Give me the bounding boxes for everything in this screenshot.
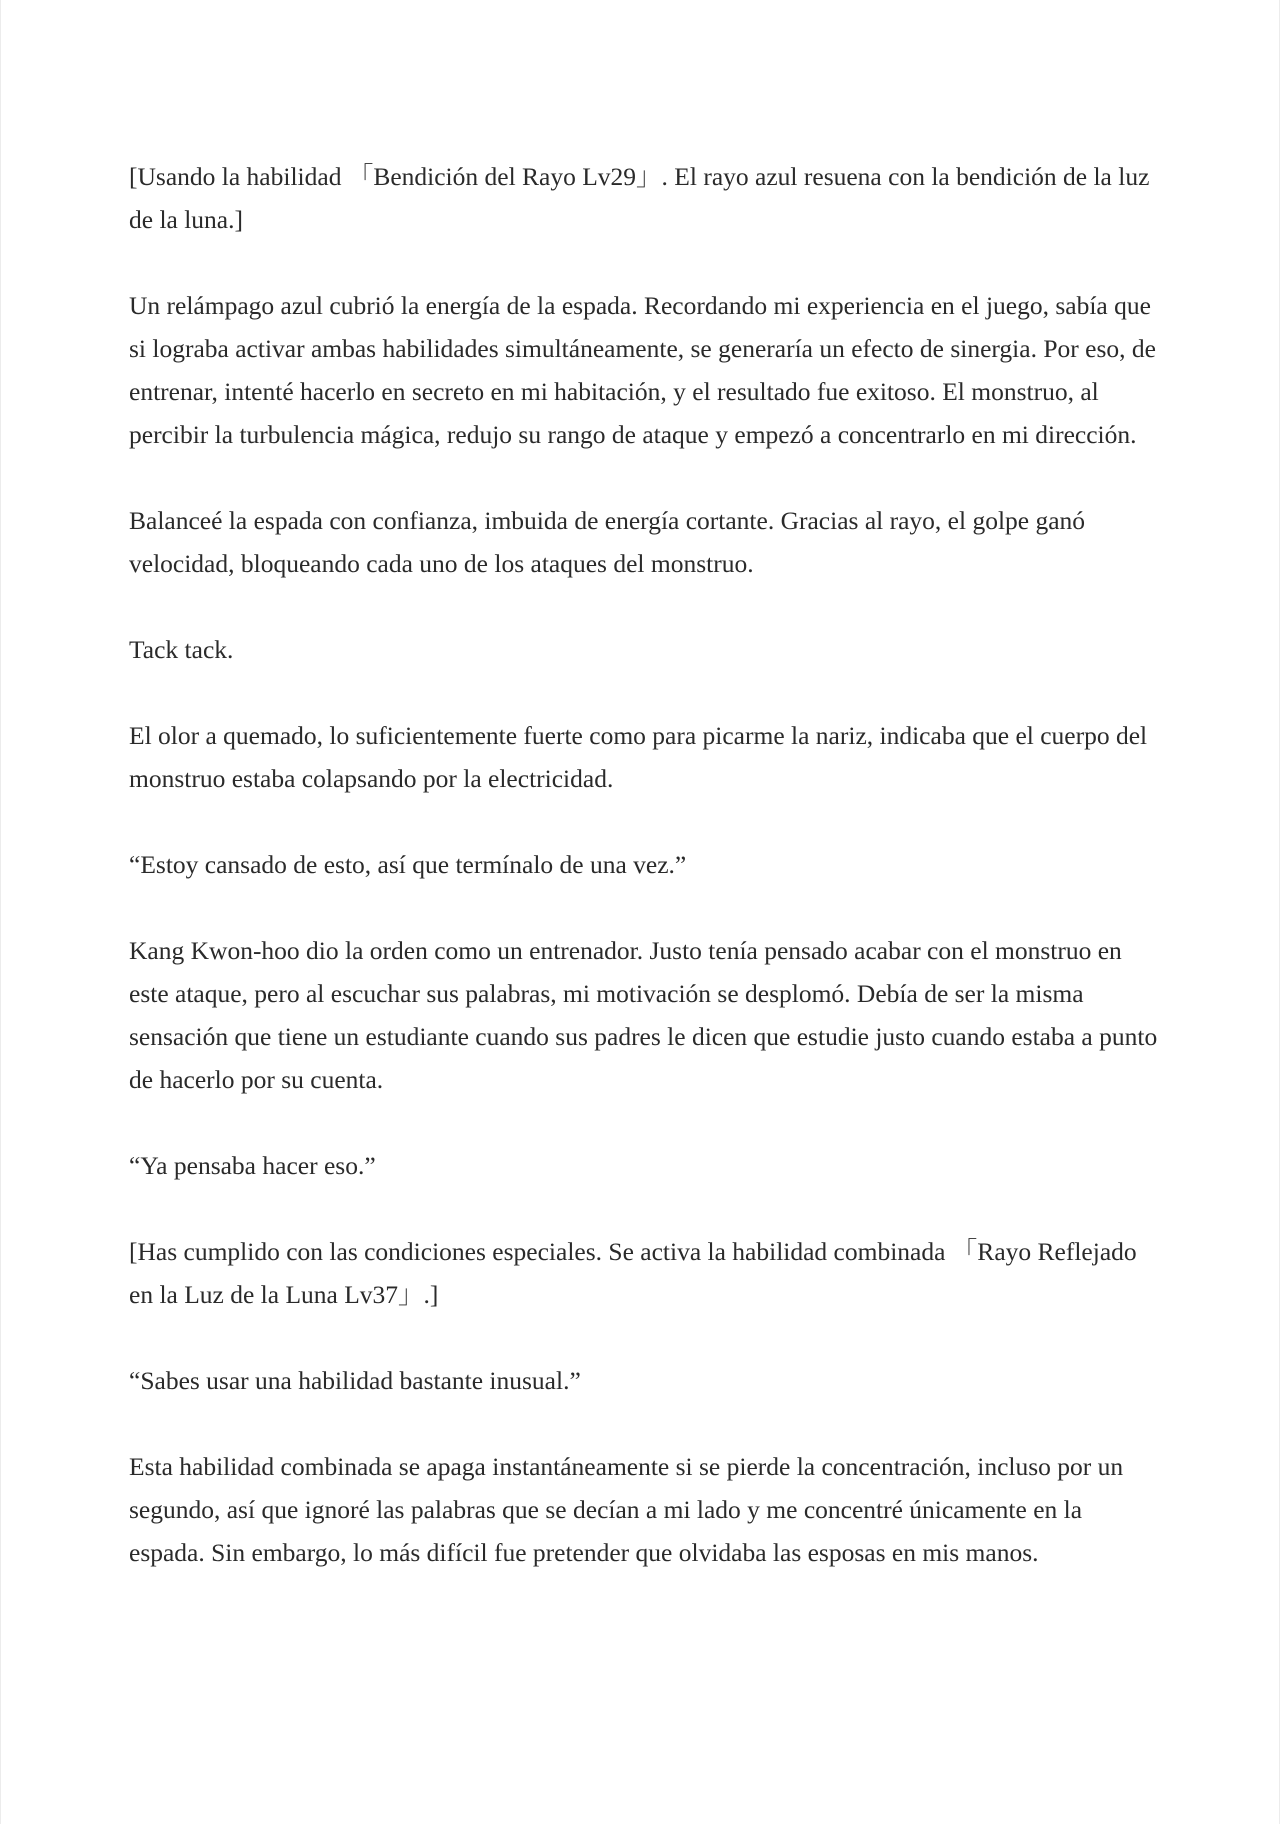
paragraph: El olor a quemado, lo suficientemente fuerte como para picarme la nariz, indicaba que el cuerpo del monstruo estaba colapsando por la electricidad.	[129, 721, 1148, 793]
paragraph: Un relámpago azul cubrió la energía de la espada. Recordando mi experiencia en el juego, sabía que si lograba activar ambas habilidades simultáneamente, se generaría un efecto de sinergia. Por eso, de entrenar, intenté hacerlo en secreto en mi habitación, y el resultado fue exitoso. El monstruo, al percibir la turbulencia mágica, redujo su rango de ataque y empezó a concentrarlo en mi dirección.	[129, 291, 1156, 449]
paragraph-dialogue: “Ya pensaba hacer eso.”	[129, 1151, 376, 1180]
document-body	[129, 155, 1159, 1617]
paragraph: Balanceé la espada con confianza, imbuida de energía cortante. Gracias al rayo, el golpe ganó velocidad, bloqueando cada uno de los ataques del monstruo.	[129, 506, 1086, 578]
paragraph-system-message-combined-skill: [Has cumplido con las condiciones especiales. Se activa la habilidad combinada 「Rayo Reflejado en la Luz de la Luna Lv37」.]	[129, 1237, 1137, 1309]
paragraph-system-message-skill: [Usando la habilidad 「Bendición del Rayo Lv29」. El rayo azul resuena con la bendición de la luz de la luna.]	[129, 162, 1150, 234]
paragraph: Esta habilidad combinada se apaga instantáneamente si se pierde la concentración, incluso por un segundo, así que ignoré las palabras que se decían a mi lado y me concentré únicamente en la espada. Sin embargo, lo más difícil fue pretender que olvidaba las esposas en mis manos.	[129, 1452, 1124, 1567]
paragraph-dialogue: “Sabes usar una habilidad bastante inusual.”	[129, 1366, 581, 1395]
paragraph-sound-effect: Tack tack.	[129, 635, 234, 664]
paragraph: Kang Kwon-hoo dio la orden como un entrenador. Justo tenía pensado acabar con el monstruo en este ataque, pero al escuchar sus palabras, mi motivación se desplomó. Debía de ser la misma sensación que tiene un estudiante cuando sus padres le dicen que estudie justo cuando estaba a punto de hacerlo por su cuenta.	[129, 936, 1158, 1094]
paragraph-dialogue: “Estoy cansado de esto, así que termínalo de una vez.”	[129, 850, 687, 879]
